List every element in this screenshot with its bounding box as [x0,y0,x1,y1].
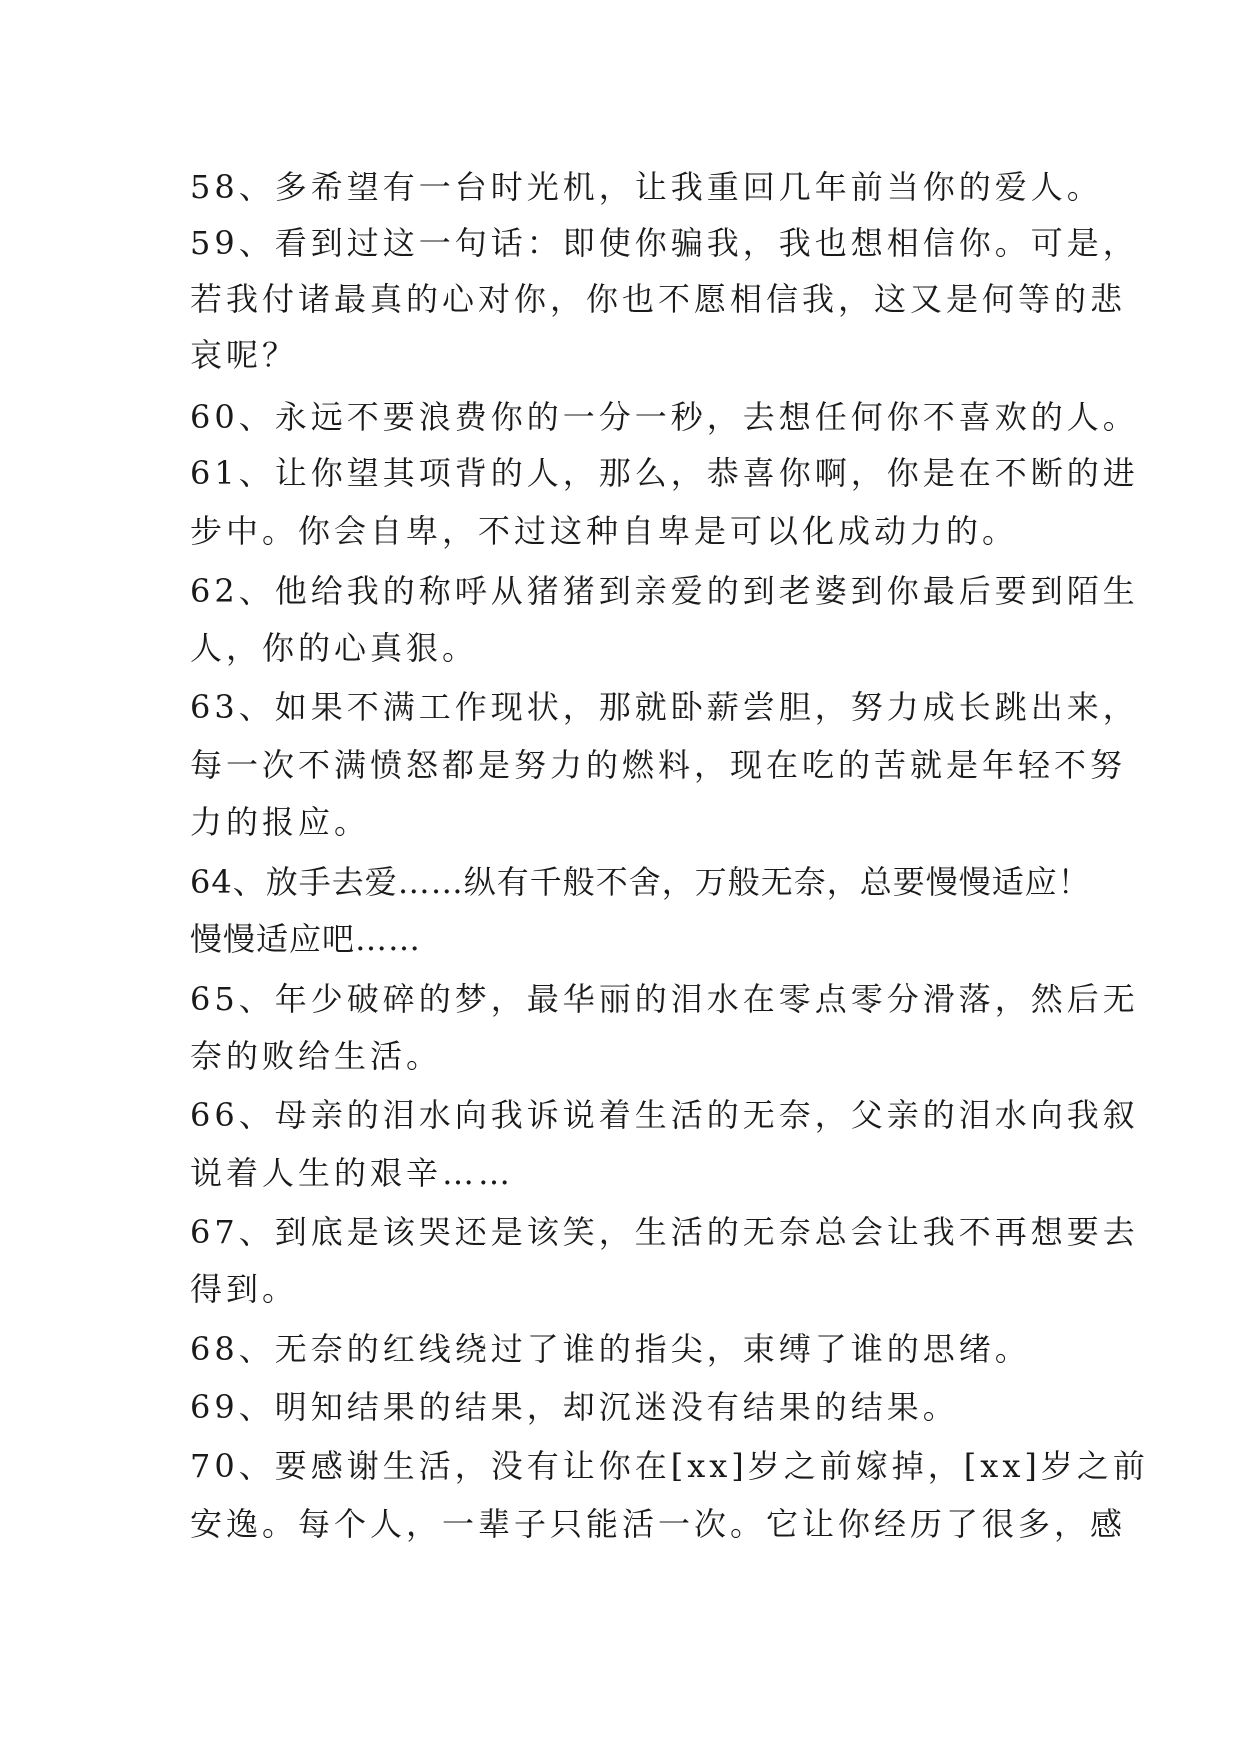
text-line: 58、多希望有一台时光机，让我重回几年前当你的爱人。 [190,168,1103,206]
text-line: 人，你的心真狠。 [190,629,479,667]
text-line: 每一次不满愤怒都是努力的燃料，现在吃的苦就是年轻不努 [190,746,1127,784]
text-line: 67、到底是该哭还是该笑，生活的无奈总会让我不再想要去 [190,1213,1139,1251]
text-line: 65、年少破碎的梦，最华丽的泪水在零点零分滑落，然后无 [190,980,1139,1018]
text-line: 安逸。每个人，一辈子只能活一次。它让你经历了很多，感 [190,1505,1127,1543]
text-line: 62、他给我的称呼从猪猪到亲爱的到老婆到你最后要到陌生 [190,572,1139,610]
text-line: 70、要感谢生活，没有让你在[xx]岁之前嫁掉，[xx]岁之前 [190,1447,1149,1485]
text-line: 力的报应。 [190,803,371,841]
text-line: 66、母亲的泪水向我诉说着生活的无奈，父亲的泪水向我叙 [190,1096,1139,1134]
text-line: 步中。你会自卑，不过这种自卑是可以化成动力的。 [190,512,1019,550]
text-line: 63、如果不满工作现状，那就卧薪尝胆，努力成长跳出来， [190,688,1139,726]
text-line: 得到。 [190,1270,299,1308]
text-line: 若我付诸最真的心对你，你也不愿相信我，这又是何等的悲 [190,280,1127,318]
text-line: 60、永远不要浪费你的一分一秒，去想任何你不喜欢的人。 [190,398,1139,436]
text-line: 61、让你望其项背的人，那么，恭喜你啊，你是在不断的进 [190,454,1139,492]
text-line: 64、放手去爱……纵有千般不舍，万般无奈，总要慢慢适应！ [190,863,1091,901]
text-line: 哀呢？ [190,336,299,374]
text-line: 69、明知结果的结果，却沉迷没有结果的结果。 [190,1388,959,1426]
text-line: 奈的败给生活。 [190,1037,443,1075]
text-line: 慢慢适应吧…… [190,920,422,958]
text-line: 59、看到过这一句话：即使你骗我，我也想相信你。可是， [190,224,1139,262]
text-line: 68、无奈的红线绕过了谁的指尖，束缚了谁的思绪。 [190,1330,1031,1368]
text-line: 说着人生的艰辛…… [190,1154,515,1192]
